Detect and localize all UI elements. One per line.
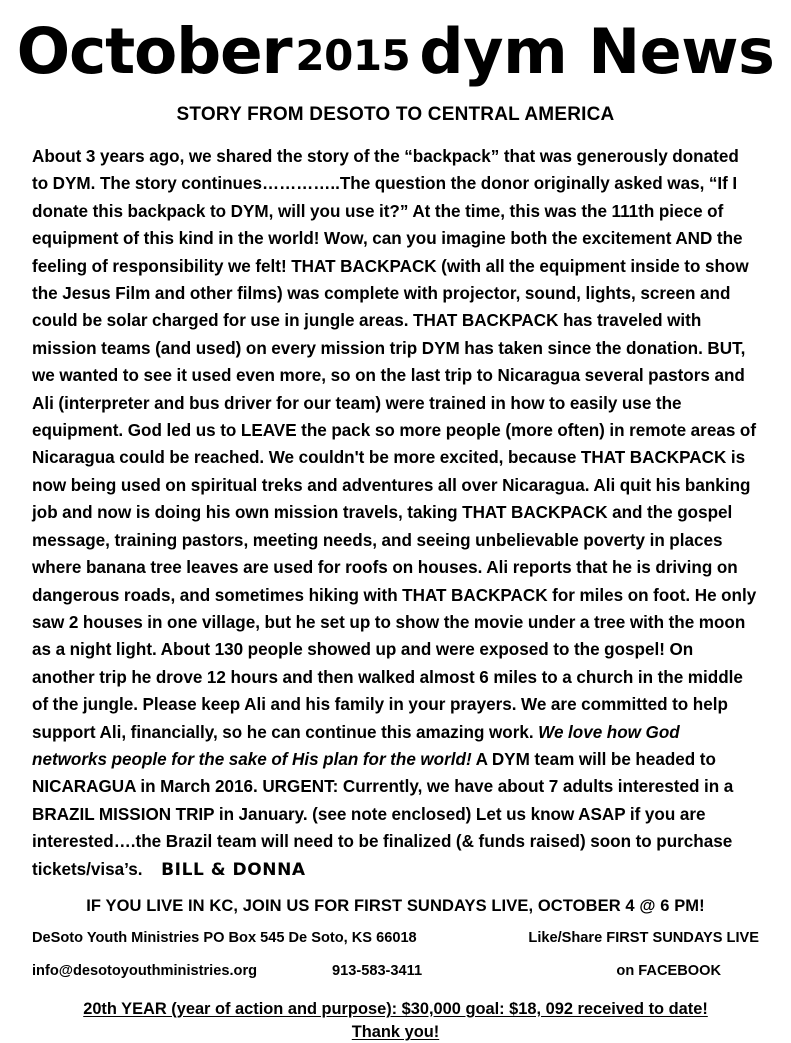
footer-address: DeSoto Youth Ministries PO Box 545 De Soto, KS 66018 — [32, 929, 417, 946]
story-body-part-one: About 3 years ago, we shared the story of the “backpack” that was generously donated to DYM. The story continues…………..The question the donor originally asked was, “If I donate this backpack to DYM, will you use it?” At the time, this was the 111th piece of equipment of this kind in the world! Wow, can you imagine both the excitement AND the feeling of responsibility we felt! THAT BACKPACK (with all the equipment inside to show the Jesus Film and other films) was complete with projector, sound, lights, screen and could be solar charged for use in jungle areas. THAT BACKPACK has traveled with mission teams (and used) on every mission trip DYM has taken since the donation. BUT, we wanted to see it used even more, so on the last trip to Nicaragua several pastors and Ali (interpreter and bus driver for our team) were trained in how to easily use the equipment. God led us to LEAVE the pack so more people (more often) in remote areas of Nicaragua could be reached. We couldn't be more excited, because THAT BACKPACK is now being used on spiritual treks and adventures all over Nicaragua. Ali quit his banking job and now is doing his own mission travels, taking THAT BACKPACK and the gospel message, training pastors, meeting needs, and seeing unbelievable poverty in places where banana tree leaves are used for roofs on houses. Ali reports that he is driving on dangerous roads, and sometimes hiking with THAT BACKPACK for miles on foot. He only saw 2 houses in one village, but he set up to show the movie under a tree with the moon as a night light. About 130 people showed up and were exposed to the gospel! On another trip he drove 12 hours and then walked almost 6 miles to a church in the middle of the jungle. Please keep Ali and his family in your prayers. We are committed to help support Ali, financially, so he can continue this amazing work. — [32, 147, 757, 742]
masthead-month: October — [16, 15, 292, 88]
footer-contact-row-two — [32, 963, 759, 989]
masthead — [0, 0, 791, 88]
footer-goal-line — [0, 998, 791, 1020]
footer-phone[interactable]: 913-583-3411 — [332, 962, 423, 979]
masthead-year: 2015 — [295, 31, 411, 80]
story-body-italic-phrase: We love how God networks people for the sake of His plan for the world! — [32, 722, 680, 769]
story-body-part-two: A DYM team will be headed to NICARAGUA in March 2016. URGENT: Currently, we have about 7 adults interested in a BRAZIL MISSION TRIP in January. (see note enclosed) Let us know ASAP if you are interested….the Brazil team will need to be finalized (& funds raised) soon to purchase tickets/visa’s. — [32, 749, 734, 879]
footer-email[interactable]: info@desotoyouthministries.org — [32, 962, 258, 979]
footer-facebook: on FACEBOOK — [616, 962, 721, 979]
footer-event-headline: IF YOU LIVE IN KC, JOIN US FOR FIRST SUNDAYS LIVE, OCTOBER 4 @ 6 PM! — [86, 896, 705, 915]
footer-thank-you-text: Thank you! — [351, 1022, 440, 1041]
footer-contact-row-one — [32, 930, 759, 955]
masthead-brand: dym News — [419, 15, 775, 88]
footer-thank-you-line — [0, 1021, 791, 1043]
story-signature: BILL & DONNA — [161, 859, 306, 880]
footer-goal-block — [0, 998, 791, 1043]
footer-goal-text: 20th YEAR (year of action and purpose): $30,000 goal: $18, 092 received to date! — [83, 999, 708, 1018]
story-body — [32, 143, 758, 884]
footer-like-share: Like/Share FIRST SUNDAYS LIVE — [528, 929, 759, 946]
story-subtitle: STORY FROM DESOTO TO CENTRAL AMERICA — [176, 104, 615, 125]
footer — [0, 897, 791, 1043]
